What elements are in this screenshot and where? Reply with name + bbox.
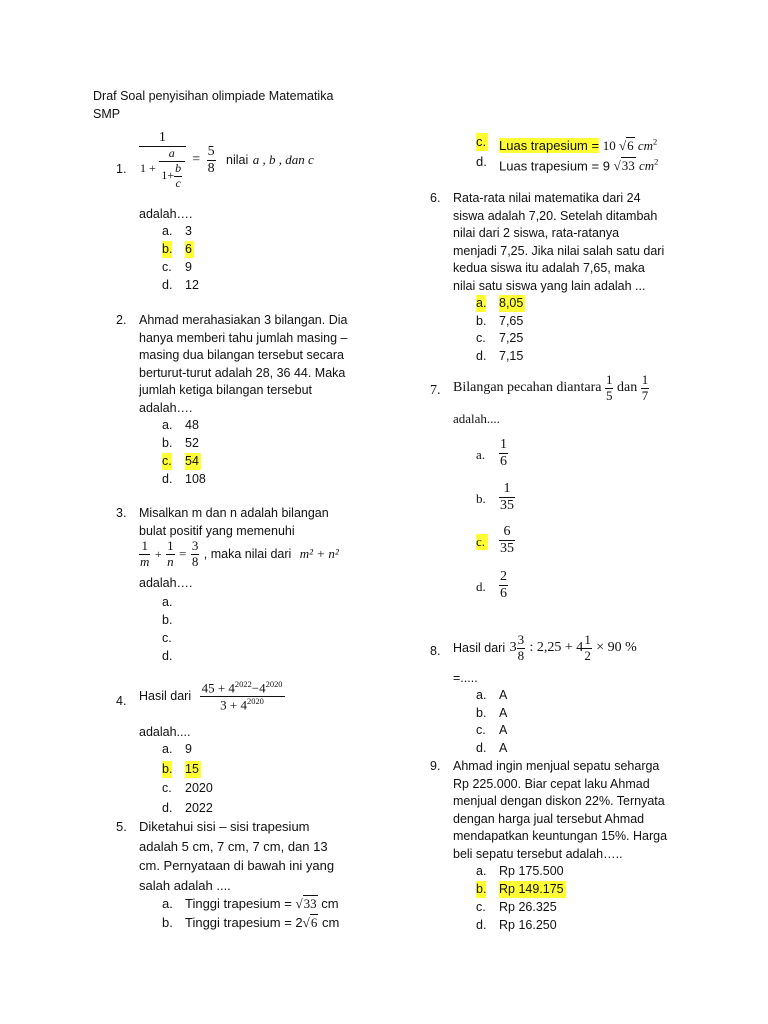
q3-eq-mid: , maka nilai dari: [203, 546, 292, 561]
q7-option-den: 35: [500, 541, 514, 557]
q7-option-num: 1: [499, 481, 515, 498]
q7-option-fraction: [499, 437, 508, 470]
q3-option-label: c.: [162, 631, 172, 645]
q7-option-label: c.: [476, 534, 488, 550]
q6-text-line: menjadi 7,25. Jika nilai salah satu dari: [453, 243, 665, 258]
q2-option-value: 48: [185, 418, 199, 432]
q6-option-value: 7,25: [499, 331, 524, 345]
q8-f1-num: 3: [517, 632, 525, 647]
q1-option-label: a.: [162, 224, 173, 238]
q3-option-label: b.: [162, 613, 173, 627]
q2-option-label: b.: [162, 436, 173, 450]
q8-option-value: A: [499, 688, 508, 702]
q7-option-den: 6: [500, 586, 507, 602]
q1-main-fraction: [139, 130, 186, 190]
q3-option-label: d.: [162, 649, 173, 663]
q9-text-line: beli sepatu tersebut adalah…..: [453, 846, 623, 861]
q2-text-line: jumlah ketiga bilangan tersebut: [139, 383, 313, 397]
q9-option-value: Rp 175.500: [499, 864, 564, 878]
q5-opt-b: Tinggi trapesium = 2√6 cm: [185, 915, 340, 930]
q3-square-expr: m² + n²: [299, 546, 339, 562]
q5-opt-a-root: 33: [303, 896, 317, 911]
q3-one-b: 1: [167, 538, 174, 553]
q7-and: dan: [616, 380, 638, 396]
q5-opt-b-label: b.: [162, 915, 173, 930]
q5-opt-d-text: Luas trapesium = 9: [499, 158, 610, 174]
q4-tail: adalah....: [139, 725, 191, 739]
q1-rhs-den: 8: [207, 160, 215, 176]
q1-frac-numerator: 1: [139, 130, 186, 147]
q2-option-value: 54: [185, 454, 199, 468]
document-subtitle: SMP: [93, 107, 121, 121]
q1-nested-fraction: a 1+ $\frac{b}{c}$: [159, 147, 185, 190]
q8-lead: Hasil dari: [453, 640, 506, 655]
q8-f2-num: 1: [584, 632, 591, 647]
q7-f1-num: 1: [605, 372, 613, 387]
q6-text-line: siswa adalah 7,20. Setelah ditambah: [453, 208, 658, 223]
q6-number: 6.: [430, 191, 441, 205]
q9-option-value: Rp 149.175: [499, 882, 564, 896]
q9-text-line: Ahmad ingin menjual sepatu seharga: [453, 759, 660, 773]
q1-one-inner: 1: [161, 167, 168, 182]
q3-equation: $\frac{1}{m}$ + $\frac{1}{n}$ = $\frac{3}{8}$ , maka nilai dari m² + n²: [140, 538, 339, 569]
q6-option-label: a.: [476, 296, 487, 310]
q7-option-den: 6: [500, 454, 507, 470]
q7-option-num: 1: [499, 437, 508, 454]
q4-exp3: 2020: [247, 696, 264, 707]
q1-option-value: 12: [185, 278, 199, 292]
q5-opt-b-unit: cm: [321, 915, 340, 930]
q6-text-line: nilai dari 2 siswa, rata-ratanya: [453, 226, 620, 240]
q2-option-label: c.: [162, 454, 172, 468]
q6-option-value: 8,05: [499, 296, 524, 310]
q1-one: 1: [140, 160, 146, 175]
q6-option-label: b.: [476, 313, 487, 328]
q5-opt-d-exp: 2: [654, 157, 659, 167]
q9-option-value: Rp 26.325: [499, 900, 557, 914]
q8-number: 8.: [430, 644, 441, 658]
q3-option-label: a.: [162, 595, 173, 609]
q4-exp1: 2022: [234, 679, 252, 689]
q5-opt-b-root: 6: [310, 915, 318, 930]
q3-one-a: 1: [139, 539, 150, 555]
q8-option-label: d.: [476, 740, 487, 755]
q9-text-line: Rp 225.000. Biar cepat laku Ahmad: [453, 776, 650, 791]
q8-option-label: b.: [476, 705, 487, 720]
document-title: Draf Soal penyisihan olimpiade Matematika: [93, 89, 334, 103]
q4-exp2: 2020: [265, 679, 283, 689]
q7-option-fraction: [499, 524, 515, 557]
q7-question: [453, 373, 649, 404]
q8-tail: =.....: [453, 671, 478, 685]
q7-option-num: 6: [499, 524, 515, 541]
q5-text-line: Diketahui sisi – sisi trapesium: [139, 819, 310, 834]
q7-option-label: b.: [476, 491, 486, 506]
q5-opt-c-exp: 2: [653, 137, 658, 147]
q2-text-line: hanya memberi tahu jumlah masing –: [139, 330, 348, 345]
q8-f2-den: 2: [584, 647, 591, 663]
q3-var-n: n: [167, 553, 174, 569]
q6-text-line: Rata-rata nilai matematika dari 24: [453, 191, 641, 205]
q4-option-value: 9: [185, 742, 192, 756]
q5-opt-c-unit: cm: [637, 138, 654, 154]
q5-opt-a-unit: cm: [321, 896, 339, 911]
q4-numerator: 45 + 4: [201, 680, 235, 696]
q9-option-label: c.: [476, 900, 486, 914]
q5-text-line: salah adalah ....: [139, 877, 231, 893]
q2-option-label: d.: [162, 472, 173, 486]
q2-option-value: 52: [185, 436, 199, 450]
q8-mid: : 2,25 + 4: [529, 640, 584, 656]
q1-option-label: c.: [162, 260, 172, 274]
q5-text-line: adalah 5 cm, 7 cm, 7 cm, dan 13: [139, 838, 328, 854]
q3-three: 3: [191, 538, 199, 553]
q1-option-label: d.: [162, 278, 173, 292]
q3-number: 3.: [116, 506, 127, 520]
q8-option-value: A: [499, 723, 508, 737]
q8-end: × 90 %: [596, 640, 637, 656]
q5-opt-b-text: Tinggi trapesium = 2: [185, 915, 303, 930]
q4-equation: [139, 680, 285, 714]
q1-rhs-num: 5: [207, 144, 216, 161]
q4-option-label: b.: [162, 761, 173, 776]
q3-tail: adalah….: [139, 576, 193, 590]
q5-opt-c-root: 6: [627, 138, 634, 154]
q1-option-label: b.: [162, 242, 173, 256]
q4-option-value: 2020: [185, 781, 213, 795]
q9-number: 9.: [430, 759, 441, 773]
q4-option-label: c.: [162, 781, 172, 795]
q1-rhs-fraction: [207, 144, 216, 177]
q7-lead: Bilangan pecahan diantara: [453, 380, 602, 396]
q2-number: 2.: [116, 313, 127, 327]
q8-option-value: A: [499, 740, 508, 755]
q1-equation: 1 1 + a 1+ $\frac{b}{c}$ = $\frac{5}{8}$ nilai a , b , dan c: [140, 130, 314, 190]
q8-option-label: a.: [476, 688, 487, 702]
q7-option-num: 2: [499, 569, 508, 586]
q7-option-fraction: [499, 481, 515, 514]
q1-option-value: 3: [185, 224, 192, 238]
q5-opt-d: Luas trapesium = 9 √33 $cm^2$: [499, 157, 659, 174]
q4-number: 4.: [116, 694, 127, 708]
q8-option-value: A: [499, 705, 508, 720]
q5-opt-c-text: Luas trapesium =: [499, 138, 600, 154]
q9-text-line: mendapatkan keuntungan 15%. Harga: [453, 829, 668, 843]
q6-text-line: kedua siswa itu adalah 7,65, maka: [453, 261, 645, 275]
q5-opt-c: Luas trapesium = 10 √6 $cm^2$: [499, 137, 658, 154]
q5-opt-d-unit: cm: [638, 158, 655, 174]
q5-text-line: cm. Pernyataan di bawah ini yang: [139, 858, 335, 873]
q8-question: [453, 633, 637, 664]
q5-opt-a-text: Tinggi trapesium =: [185, 896, 292, 911]
q1-option-value: 6: [185, 242, 192, 256]
q7-option-label: d.: [476, 579, 486, 594]
q6-option-value: 7,65: [499, 313, 524, 328]
q4-option-value: 2022: [185, 800, 213, 815]
q9-option-value: Rp 16.250: [499, 918, 557, 932]
q7-option-fraction: [499, 569, 508, 602]
q1-option-value: 9: [185, 260, 192, 274]
q3-eight: 8: [191, 553, 199, 569]
q4-lead: Hasil dari: [139, 689, 192, 704]
q6-text-line: nilai satu siswa yang lain adalah ...: [453, 278, 646, 293]
q7-number: 7.: [430, 383, 441, 398]
q9-option-label: b.: [476, 882, 487, 896]
q9-option-label: a.: [476, 864, 487, 878]
q8-f1-den: 8: [517, 647, 525, 663]
q5-opt-a: Tinggi trapesium = √33 cm: [185, 896, 339, 911]
q4-denominator: 3 + 4: [220, 697, 248, 713]
q9-option-label: d.: [476, 918, 487, 932]
q6-option-label: d.: [476, 348, 487, 363]
q2-text-line: berturut-turut adalah 28, 36 44. Maka: [139, 365, 346, 380]
q5-opt-c-label: c.: [476, 134, 487, 149]
q1-var-b: b: [175, 160, 182, 175]
q4-option-label: a.: [162, 742, 173, 756]
q1-vars: a , b , dan c: [252, 152, 314, 168]
q7-f2-num: 1: [641, 372, 649, 387]
q1-number: 1.: [116, 162, 127, 176]
q4-minus: −4: [251, 680, 266, 696]
q6-option-value: 7,15: [499, 348, 524, 363]
q2-option-label: a.: [162, 418, 173, 432]
q5-opt-d-label: d.: [476, 154, 487, 169]
q3-text-line: Misalkan m dan n adalah bilangan: [139, 506, 329, 520]
q9-text-line: dengan harga jual tersebut Ahmad: [453, 811, 645, 826]
q4-fraction: [200, 680, 285, 714]
q2-text-line: adalah….: [139, 400, 193, 415]
q2-text-line: Ahmad merahasiakan 3 bilangan. Dia: [139, 313, 348, 327]
q3-var-m: m: [140, 553, 150, 569]
q1-var-c: c: [175, 175, 181, 190]
q4-option-label: d.: [162, 800, 173, 815]
q7-tail: adalah....: [453, 411, 500, 426]
q7-f1-den: 5: [605, 387, 613, 403]
q2-option-value: 108: [185, 472, 206, 486]
q1-text: nilai: [226, 152, 249, 167]
q8-option-label: c.: [476, 723, 486, 737]
q1-var-a: a: [159, 147, 185, 162]
q5-opt-d-root: 33: [621, 158, 635, 174]
q5-opt-c-coef: 10: [602, 138, 616, 154]
q5-number: 5.: [116, 819, 127, 834]
q8-whole1: 3: [509, 640, 517, 656]
q7-option-label: a.: [476, 447, 486, 462]
q1-frac-denominator: 1 + a 1+ $\frac{b}{c}$: [139, 147, 186, 190]
q3-text-line: bulat positif yang memenuhi: [139, 524, 295, 538]
q6-option-label: c.: [476, 331, 486, 345]
q7-option-den: 35: [500, 498, 514, 514]
q2-text-line: masing dua bilangan tersebut secara: [139, 348, 344, 362]
q9-text-line: menjual dengan diskon 22%. Ternyata: [453, 794, 665, 808]
q7-f2-den: 7: [641, 387, 649, 403]
q4-option-value: 15: [185, 761, 199, 776]
q1-tail: adalah….: [139, 207, 193, 221]
q5-opt-a-label: a.: [162, 896, 173, 911]
